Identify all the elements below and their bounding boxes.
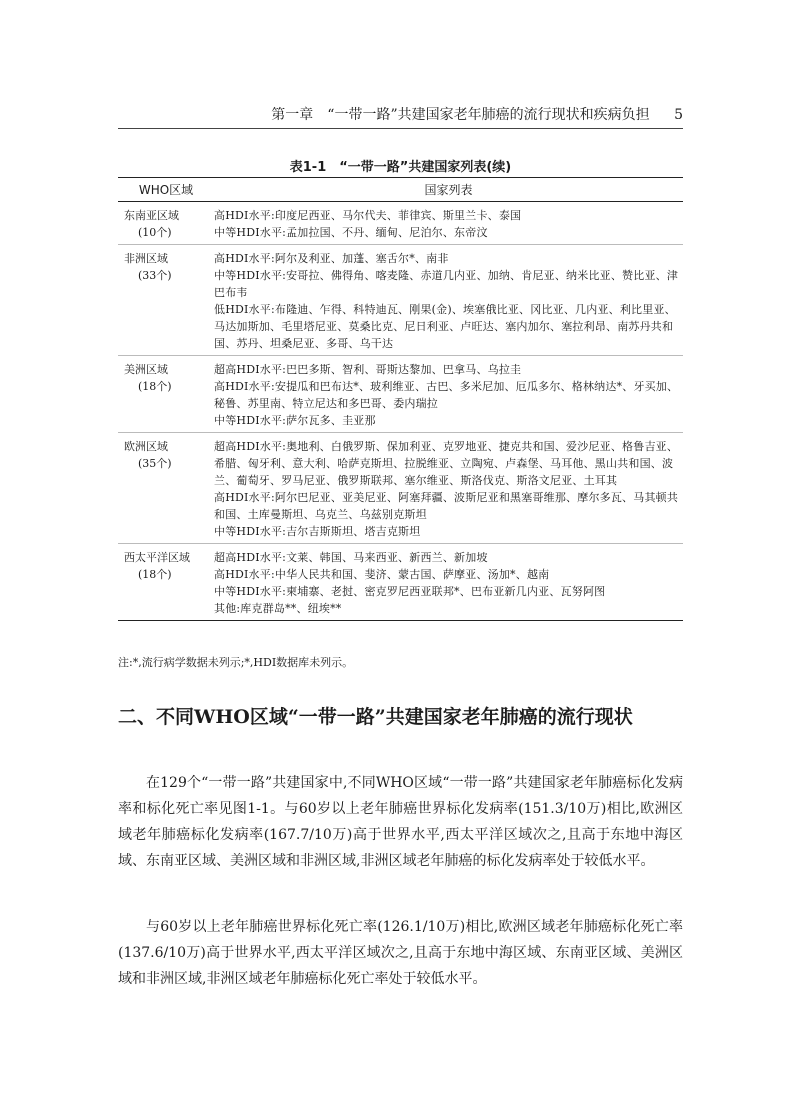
hdi-level-line: 超高HDI水平:巴巴多斯、智利、哥斯达黎加、巴拿马、乌拉圭 — [214, 363, 522, 376]
countries-cell — [214, 544, 683, 621]
region-count: (10个) — [138, 226, 172, 239]
region-column-header: WHO区域 — [118, 178, 214, 202]
table-note: 注:*,流行病学数据未列示;*,HDI数据库未列示。 — [118, 656, 354, 669]
running-header — [118, 104, 683, 124]
table-row — [118, 356, 683, 433]
region-count: (35个) — [138, 457, 172, 470]
region-count: (33个) — [138, 269, 172, 282]
paragraph-text: 在129个“一带一路”共建国家中,不同WHO区域“一带一路”共建国家老年肺癌标化发病率和标化死亡率见图1-1。与60岁以上老年肺癌世界标化发病率(151.3/10万)相比,欧洲区域老年肺癌标化发病率(167.7/10万)高于世界水平,西太平洋区域次之,且高于东地中海区域、东南亚区域、美洲区域和非洲区域,非洲区域老年肺癌的标化发病率处于较低水平。 — [118, 775, 683, 869]
hdi-level-line: 中等HDI水平:吉尔吉斯斯坦、塔吉克斯坦 — [214, 525, 421, 538]
countries-cell — [214, 245, 683, 356]
hdi-level-line: 超高HDI水平:奥地利、白俄罗斯、保加利亚、克罗地亚、捷克共和国、爱沙尼亚、格鲁吉亚、希腊、匈牙利、意大利、哈萨克斯坦、拉脱维亚、立陶宛、卢森堡、马耳他、黑山共和国、波兰、葡萄牙、罗马尼亚、俄罗斯联邦、塞尔维亚、斯洛伐克、斯洛文尼亚、土耳其 — [214, 440, 679, 487]
running-title: 第一章 “一带一路”共建国家老年肺癌的流行现状和疾病负担 — [271, 107, 650, 123]
table-row — [118, 544, 683, 621]
countries-cell — [214, 356, 683, 433]
table-header-row — [118, 178, 683, 202]
hdi-level-line: 中等HDI水平:安哥拉、佛得角、喀麦隆、赤道几内亚、加纳、肯尼亚、纳米比亚、赞比亚、津巴布韦 — [214, 269, 679, 299]
region-name: 东南亚区域 — [124, 209, 179, 222]
hdi-level-line: 超高HDI水平:文莱、韩国、马来西亚、新西兰、新加坡 — [214, 551, 488, 564]
region-cell — [118, 202, 214, 245]
region-count: (18个) — [138, 568, 172, 581]
countries-column-header: 国家列表 — [214, 178, 683, 202]
region-name: 美洲区域 — [124, 363, 168, 376]
table-caption: 表1-1 “一带一路”共建国家列表(续) — [289, 160, 512, 175]
page-number: 5 — [674, 107, 683, 123]
countries-cell — [214, 202, 683, 245]
table-row — [118, 202, 683, 245]
region-name: 非洲区域 — [124, 252, 168, 265]
hdi-level-line: 高HDI水平:阿尔巴尼亚、亚美尼亚、阿塞拜疆、波斯尼亚和黑塞哥维那、摩尔多瓦、马其顿共和国、土库曼斯坦、乌克兰、乌兹别克斯坦 — [214, 491, 679, 521]
countries-cell — [214, 433, 683, 544]
region-name: 欧洲区域 — [124, 440, 168, 453]
hdi-level-line: 其他:库克群岛**、纽埃** — [214, 602, 342, 615]
hdi-level-line: 中等HDI水平:孟加拉国、不丹、缅甸、尼泊尔、东帝汶 — [214, 226, 488, 239]
body-paragraph — [118, 770, 683, 874]
body-paragraph — [118, 914, 683, 992]
hdi-level-line: 低HDI水平:布隆迪、乍得、科特迪瓦、刚果(金)、埃塞俄比亚、冈比亚、几内亚、利比里亚、马达加斯加、毛里塔尼亚、莫桑比克、尼日利亚、卢旺达、塞内加尔、塞拉利昂、南苏丹共和国、苏丹、坦桑尼亚、多哥、乌干达 — [214, 303, 676, 350]
paragraph-text: 与60岁以上老年肺癌世界标化死亡率(126.1/10万)相比,欧洲区域老年肺癌标化死亡率(137.6/10万)高于世界水平,西太平洋区域次之,且高于东地中海区域、东南亚区域、美洲区域和非洲区域,非洲区域老年肺癌标化死亡率处于较低水平。 — [118, 919, 683, 987]
hdi-level-line: 高HDI水平:安提瓜和巴布达*、玻利维亚、古巴、多米尼加、厄瓜多尔、格林纳达*、牙买加、秘鲁、苏里南、特立尼达和多巴哥、委内瑞拉 — [214, 380, 679, 410]
region-cell — [118, 356, 214, 433]
header-rule — [118, 128, 683, 129]
hdi-level-line: 高HDI水平:印度尼西亚、马尔代夫、菲律宾、斯里兰卡、泰国 — [214, 209, 522, 222]
table-row — [118, 245, 683, 356]
region-count: (18个) — [138, 380, 172, 393]
section-heading: 二、不同WHO区域“一带一路”共建国家老年肺癌的流行现状 — [118, 706, 633, 728]
region-name: 西太平洋区域 — [124, 551, 190, 564]
country-table — [118, 177, 683, 621]
hdi-level-line: 高HDI水平:阿尔及利亚、加蓬、塞舌尔*、南非 — [214, 252, 449, 265]
hdi-level-line: 高HDI水平:中华人民共和国、斐济、蒙古国、萨摩亚、汤加*、越南 — [214, 568, 550, 581]
table-row — [118, 433, 683, 544]
hdi-level-line: 中等HDI水平:萨尔瓦多、圭亚那 — [214, 414, 376, 427]
region-cell — [118, 544, 214, 621]
region-cell — [118, 245, 214, 356]
region-cell — [118, 433, 214, 544]
hdi-level-line: 中等HDI水平:柬埔寨、老挝、密克罗尼西亚联邦*、巴布亚新几内亚、瓦努阿图 — [214, 585, 606, 598]
